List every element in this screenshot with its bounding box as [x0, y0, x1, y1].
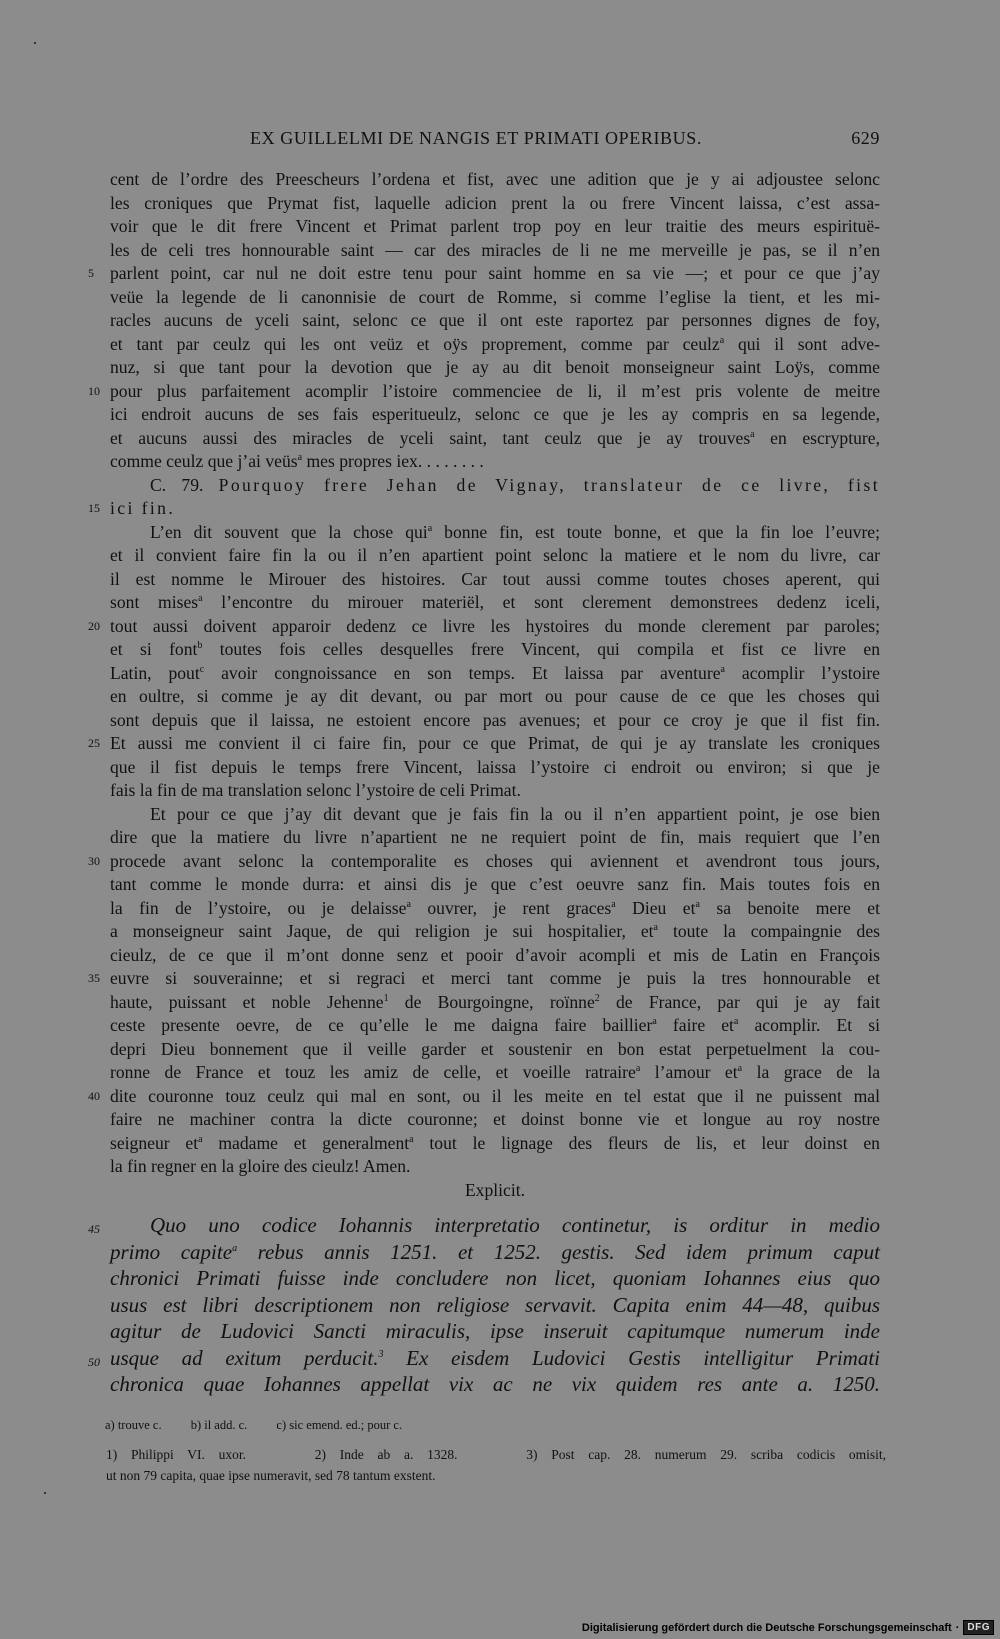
- text-line: [110, 685, 880, 709]
- line-text: pour plus parfaitement acomplir l’istoire commenciee de li, il m’est pris volente de meitre: [110, 380, 880, 401]
- line-number: 35: [88, 971, 100, 985]
- line-text: fais la fin de ma translation selonc l’ystoire de celi Primat.: [110, 780, 521, 800]
- text-line: [110, 897, 880, 921]
- text-line: [110, 1132, 880, 1156]
- explicit: Explicit.: [464, 1179, 526, 1200]
- line-text: que il fist depuis le temps frere Vincent, laissa l’ystoire ci endroit ou environ; si que je: [110, 756, 880, 777]
- page-number: 629: [851, 128, 880, 148]
- text-line: [88, 615, 880, 639]
- footnote-marker: a: [652, 1016, 657, 1028]
- line-text: tant comme le monde durra: et ainsi dis je que c’est oeuvre sanz fin. Mais toutes fois en: [110, 874, 880, 894]
- text-line: [88, 1212, 880, 1239]
- text-line: [110, 1014, 880, 1038]
- line-text: chronici Primati fuisse inde concludere non licet, quoniam Iohannes eius quo: [110, 1266, 880, 1290]
- line-text: parlent point, car nul ne doit estre tenu pour saint homme en sa vie —; et pour ce que j’ay: [110, 263, 880, 283]
- text-line: [110, 286, 880, 310]
- footnote-marker: b: [197, 640, 203, 652]
- running-title: EX GUILLELMI DE NANGIS ET PRIMATI OPERIBUS.: [250, 128, 702, 148]
- text-line: [88, 262, 880, 286]
- footnote-marker: c: [199, 663, 205, 675]
- line-text: la fin de l’ystoire, ou je delaisse$^a$ ouvrer, je rent graces$^a$ Dieu $et^a$ sa benoite mere et: [110, 897, 880, 918]
- line-text: et aucuns aussi des miracles de yceli saint, tant ceulz que je ay trouves$^a$ en escrypture,: [110, 427, 880, 448]
- line-text: tout aussi doivent apparoir dedenz ce livre les hystoires du monde clerement par paroles;: [110, 615, 880, 636]
- footnotes: [106, 1444, 886, 1486]
- line-text: en oultre, si comme je ay dit devant, ou par mort ou pour cause de ce que les choses qui: [110, 686, 880, 706]
- line-text: sont depuis que il laissa, ne estoient encore pas avenues; et pour ce croy je que il fist fin.: [110, 709, 880, 730]
- footnote-marker: a: [750, 428, 755, 440]
- text-line: [88, 850, 880, 874]
- variant-b: b) il add. c.: [190, 1418, 248, 1432]
- line-text: Latin, pout$^c$ avoir congnoissance en son temps. Et laissa par aventure$^a$ acomplir l’ystoire: [110, 662, 880, 683]
- text-line: [110, 779, 880, 803]
- line-text: chronica quae Iohannes appellat vix ac ne vix quidem res ante a. 1250.: [110, 1372, 880, 1396]
- line-text: les croniques que Prymat fist, laquelle adicion prent la ou frere Vincent laissa, c’est assa-: [110, 192, 880, 213]
- text-line: [110, 403, 880, 427]
- footnote-marker: 3: [378, 1348, 384, 1360]
- line-number: 40: [88, 1088, 100, 1103]
- line-number: 10: [88, 383, 100, 398]
- text-line: [110, 427, 880, 451]
- text-line: [110, 803, 880, 827]
- line-text: haute, puissant et noble Jehenne$^1$ de Bourgoingne, roïnne$^2$ de France, par qui je ay fait: [110, 991, 880, 1012]
- text-line: [110, 333, 880, 357]
- funding-notice: [582, 1620, 994, 1635]
- line-text: faire ne machiner contra la dicte couronne; et doinst bonne vie et longue au roy nostre: [110, 1109, 880, 1129]
- text-line: [110, 591, 880, 615]
- line-text: usus est libri descriptionem non religiose servavit. Capita enim 44—48, quibus: [110, 1292, 880, 1317]
- footnote-marker: a: [406, 898, 411, 910]
- footnote-marker: a: [635, 1063, 641, 1075]
- text-line: [110, 521, 880, 545]
- footnote-marker: a: [297, 452, 303, 464]
- scan-speck: [44, 1492, 46, 1494]
- text-line: [110, 826, 880, 850]
- text-line: [110, 215, 880, 239]
- footnote-marker: a: [611, 898, 616, 910]
- text-line: [88, 967, 880, 991]
- main-text-block: [88, 168, 881, 1202]
- line-text: veüe la legende de li canonnisie de court de Romme, si comme l’eglise la tient, et les mi-: [110, 286, 880, 307]
- line-number: 25: [88, 736, 100, 750]
- line-number: 45: [88, 1222, 100, 1236]
- text-line: [110, 756, 880, 780]
- line-number: 5: [88, 266, 94, 280]
- text-line: [110, 1265, 880, 1292]
- line-number: 50: [88, 1354, 100, 1369]
- chapter-title: ici fin.: [110, 498, 176, 518]
- footnote-marker: a: [427, 522, 433, 534]
- line-text: cieulz, de ce que il m’ont donne senz et pooir d’avoir acompli et mis de Latin en François: [110, 944, 880, 965]
- text-line: [110, 239, 880, 263]
- line-text: il est nomme le Mirouer des histoires. Car tout aussi comme toutes choses aperent, qui: [110, 568, 880, 589]
- text-line: [110, 1318, 880, 1345]
- text-line: [110, 662, 880, 686]
- line-text: procede avant selonc la contemporalite es choses qui aviennent et avendront tous jours,: [110, 850, 880, 871]
- line-text: voir que le dit frere Vincent et Primat parlent trop poy en leur traitie des meurs espirituë-: [110, 216, 880, 236]
- text-line: [110, 450, 880, 474]
- line-text: euvre si souverainne; et si regraci et merci tant comme je puis la tres honnourable et: [110, 968, 880, 988]
- line-text: Quo uno codice Iohannis interpretatio continetur, is orditur in medio: [150, 1213, 880, 1237]
- footnote-marker: 2: [594, 992, 600, 1004]
- line-number: 30: [88, 853, 100, 868]
- line-text: agitur de Ludovici Sancti miraculis, ipse inseruit capitumque numerum inde: [110, 1319, 880, 1343]
- text-line: [110, 1155, 880, 1179]
- text-line: [110, 1239, 880, 1266]
- line-text: sont mises$^a$ l’encontre du mirouer materiël, et sont clerement demonstrees dedenz iceli,: [110, 592, 880, 612]
- line-text: primo capite$^a$ rebus annis 1251. et 1252. gestis. Sed idem primum caput: [110, 1239, 881, 1264]
- line-text: comme ceulz que j’ai veüs$^a$ mes propres iex. . . . . . . .: [110, 451, 484, 471]
- footnote-marker: a: [719, 334, 725, 346]
- line-text: nuz, si que tant pour la devotion que je ay au dit benoit monseigneur saint Loÿs, comme: [110, 357, 880, 377]
- line-text: a monseigneur saint Jaque, de qui religion je sui hospitalier, $et^a$ toute la compaingnie des: [110, 921, 880, 941]
- line-text: Et pour ce que j’ay dit devant que je fais fin la ou il n’en appartient point, je ose bien: [150, 803, 880, 824]
- text-line: [110, 356, 880, 380]
- line-text: racles aucuns de yceli saint, selonc ce que il ont este raportez par personnes dignes de foy,: [110, 310, 880, 330]
- text-line: [110, 568, 880, 592]
- separator-dot: ·: [955, 1621, 960, 1634]
- footnote-marker: 1: [383, 992, 389, 1004]
- line-text: ronne de France et touz les amiz de celle, et voeille ratraire$^a$ l’amour $et^a$ la grace de la: [110, 1062, 881, 1082]
- line-text: la fin regner en la gloire des cieulz! Amen.: [110, 1156, 411, 1176]
- footnote-marker: a: [198, 593, 203, 605]
- textual-variants: [105, 1414, 885, 1436]
- footnote-marker: a: [733, 1016, 739, 1028]
- chapter-heading: [110, 474, 880, 498]
- dfg-logo: DFG: [963, 1620, 994, 1635]
- text-line: [110, 168, 880, 192]
- footnote-line: 1) Philippi VI. uxor. 2) Inde ab a. 1328. 3) Post cap. 28. numerum 29. scriba codicis omisit,: [106, 1447, 886, 1462]
- line-text: depri Dieu bonnement que il veille garder et soustenir en bon estat perpetuelment la cou-: [110, 1038, 880, 1059]
- text-line: [110, 709, 880, 733]
- line-number: 20: [88, 618, 100, 633]
- chapter-title: Pourquoy frere Jehan de Vignay, translateur de ce livre, fist: [218, 474, 880, 495]
- latin-commentary: [88, 1212, 881, 1398]
- text-line: [110, 944, 880, 968]
- line-text: usque ad exitum perducit.$^3$ Ex eisdem Ludovici Gestis intelligitur Primati: [110, 1345, 880, 1370]
- text-line: [110, 1371, 880, 1398]
- line-text: et tant par ceulz qui les ont veüz et oÿs proprement, comme par ceulz$^a$ qui il sont adve-: [110, 333, 880, 354]
- text-line: [110, 873, 880, 897]
- variant-a: a) trouve c.: [105, 1418, 162, 1432]
- line-text: ici endroit aucuns de ses fais esperitueulz, selonc ce que je les ay compris en sa legende,: [110, 404, 880, 424]
- line-text: dite couronne touz ceulz qui mal en sont, ou il les meite en tel estat que il ne puissent mal: [110, 1085, 880, 1106]
- text-line: [110, 638, 880, 662]
- text-line: [110, 192, 880, 216]
- text-line: [88, 380, 880, 404]
- line-text: ceste presente oevre, de ce qu’elle le me daigna faire baillier$^a$ faire $et^a$ acomplir. Et si: [110, 1015, 880, 1035]
- footnote-marker: a: [409, 1133, 414, 1145]
- line-text: seigneur $et^a$ madame et generalment$^a$ tout le lignage des fleurs de lis, et leur doinst en: [110, 1132, 880, 1153]
- text-line: [110, 991, 880, 1015]
- text-line: [110, 544, 880, 568]
- text-line: [110, 1292, 880, 1319]
- chapter-number: C. 79.: [150, 474, 219, 495]
- text-line: [88, 732, 880, 756]
- text-line: [110, 920, 880, 944]
- footnote-marker: a: [720, 663, 725, 675]
- line-text: et il convient faire fin la ou il n’en apartient point selonc la matiere et le nom du livre, car: [110, 545, 880, 565]
- scan-speck: [34, 42, 36, 44]
- line-text: Et aussi me convient il ci faire fin, pour ce que Primat, de qui je ay translate les croniques: [110, 733, 880, 753]
- footnote-line: ut non 79 capita, quae ipse numeravit, sed 78 tantum exstent.: [106, 1468, 436, 1483]
- variant-c: c) sic emend. ed.; pour c.: [276, 1418, 403, 1432]
- footnote-marker: a: [653, 922, 658, 934]
- text-line: [110, 309, 880, 333]
- line-text: cent de l’ordre des Preescheurs l’ordena et fist, avec une adition que je y ai adjoustee selonc: [110, 169, 880, 189]
- line-text: dire que la matiere du livre n’apartient ne ne requiert point de fin, mais requiert que l’en: [110, 827, 880, 847]
- text-line: [88, 1085, 880, 1109]
- text-line: [88, 1345, 880, 1372]
- line-text: les de celi tres honnourable saint — car des miracles de li ne me merveille je pas, se il n’en: [110, 239, 880, 260]
- footnote-marker: a: [232, 1242, 238, 1254]
- text-line: [110, 1108, 880, 1132]
- line-text: et si font$^b$ toutes fois celles desquelles frere Vincent, qui compila et fist ce livre en: [110, 639, 880, 659]
- footnote-marker: a: [198, 1133, 203, 1145]
- footnote-marker: a: [695, 898, 700, 910]
- footnote-marker: a: [737, 1063, 743, 1075]
- line-text: L’en dit souvent que la chose qui$^a$ bonne fin, est toute bonne, et que la fin loe l’euvre;: [150, 521, 880, 542]
- chapter-heading-continued: [88, 497, 880, 521]
- line-number: 15: [88, 501, 100, 515]
- funding-text: Digitalisierung gefördert durch die Deutsche Forschungsgemeinschaft: [581, 1621, 952, 1634]
- text-line: [110, 1038, 880, 1062]
- text-line: [110, 1061, 880, 1085]
